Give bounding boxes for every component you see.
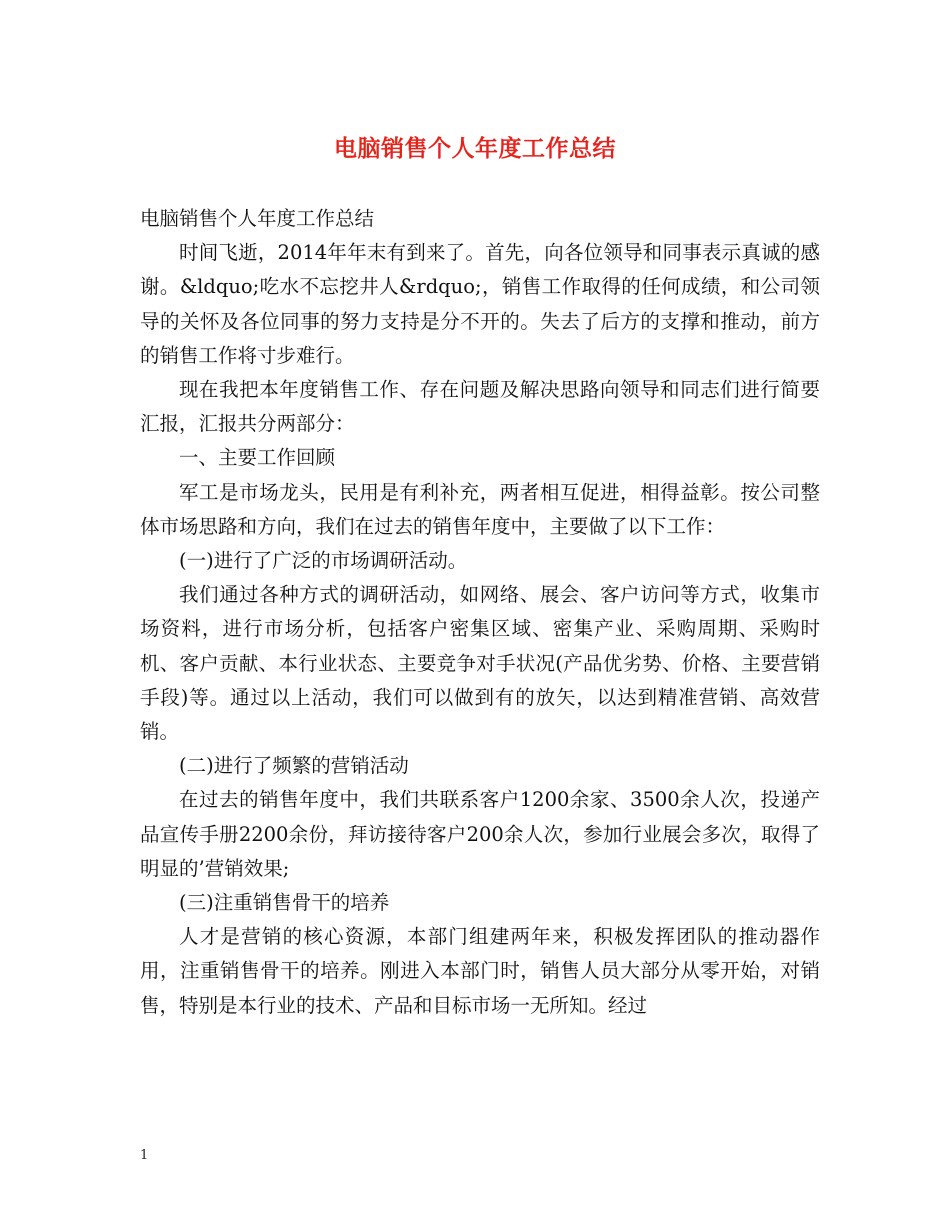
page-number: 1 — [140, 1148, 149, 1163]
document-body — [140, 202, 820, 1023]
body-paragraph: 我们通过各种方式的调研活动，如网络、展会、客户访问等方式，收集市场资料，进行市场分析，包括客户密集区域、密集产业、采购周期、采购时机、客户贡献、本行业状态、主要竞争对手状况(产品优劣势、价格、主要营销手段)等。通过以上活动，我们可以做到有的放矢，以达到精准营销、高效营销。 — [140, 583, 820, 744]
body-paragraph: 时间飞逝，2014年年末有到来了。首先，向各位领导和同事表示真诚的感谢。&ldquo;吃水不忘挖井人&rdquo;，销售工作取得的任何成绩，和公司领导的关怀及各位同事的努力支持是分不开的。失去了后方的支撑和推动，前方的销售工作将寸步难行。 — [140, 241, 820, 367]
body-paragraph: 军工是市场龙头，民用是有利补充，两者相互促进，相得益彰。按公司整体市场思路和方向，我们在过去的销售年度中，主要做了以下工作： — [140, 480, 820, 538]
subsection-heading: (一)进行了广泛的市场调研活动。 — [179, 549, 468, 573]
section-heading: 一、主要工作回顾 — [179, 446, 336, 470]
subsection-heading: (三)注重销售骨干的培养 — [179, 891, 390, 915]
subtitle-paragraph: 电脑销售个人年度工作总结 — [140, 207, 375, 230]
document-title: 电脑销售个人年度工作总结 — [334, 135, 616, 162]
body-paragraph: 人才是营销的核心资源，本部门组建两年来，积极发挥团队的推动器作用，注重销售骨干的培养。刚进入本部门时，销售人员大部分从零开始，对销售，特别是本行业的技术、产品和目标市场一无所知。经过 — [140, 925, 820, 1017]
body-paragraph: 在过去的销售年度中，我们共联系客户1200余家、3500余人次，投递产品宣传手册2200余份，拜访接待客户200余人次，参加行业展会多次，取得了明显的’营销效果; — [140, 788, 820, 880]
subsection-heading: (二)进行了频繁的营销活动 — [179, 754, 409, 778]
body-paragraph: 现在我把本年度销售工作、存在问题及解决思路向领导和同志们进行简要汇报，汇报共分两部分： — [140, 378, 820, 436]
